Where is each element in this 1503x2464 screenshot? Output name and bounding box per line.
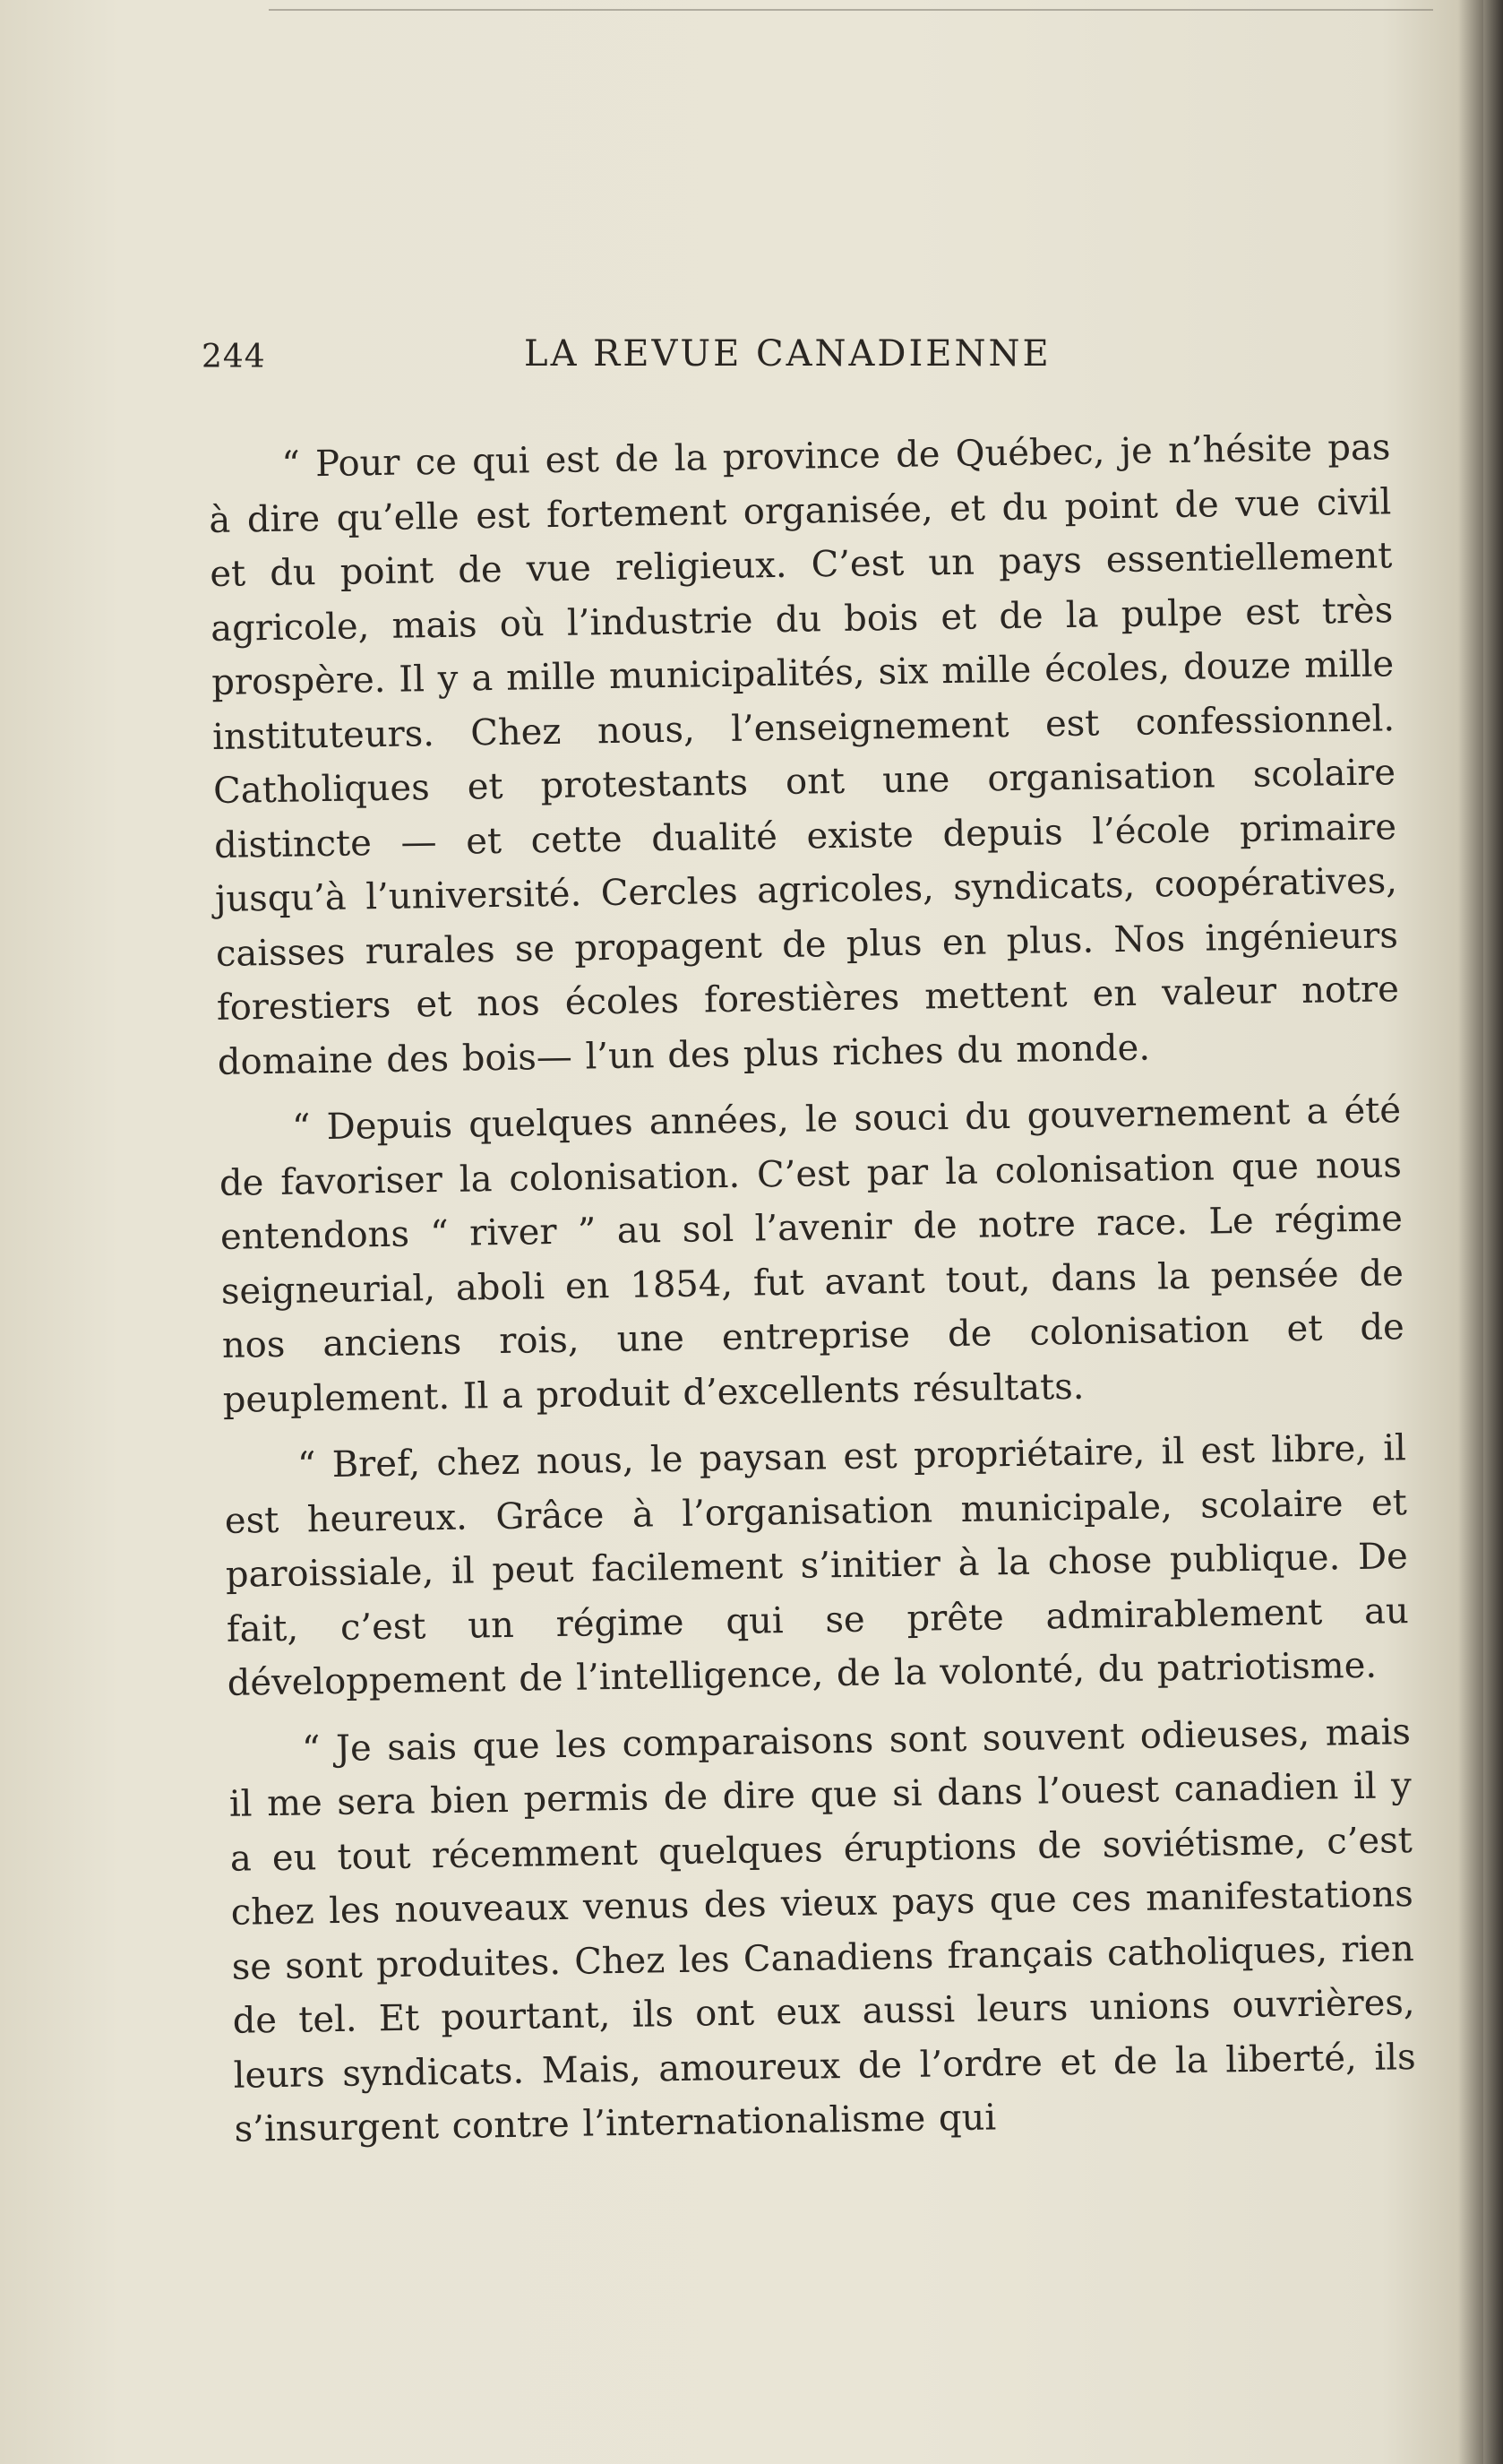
running-title: LA REVUE CANADIENNE xyxy=(524,333,1052,375)
paragraph-quebec-organisation: “ Pour ce qui est de la province de Québec, je n’hésite pas à dire qu’elle est fortement organisée, et du point de vue civil et du point de vue religieux. C’est un pays essentiellement agricole, mais où l’industrie du bois et de la pulpe est très prospère. Il y a mille municipalités, six mille écoles, douze mille instituteurs. Chez nous, l’enseignement est confessionnel. Catholiques et protestants ont une organisation scolaire distincte — et cette dualité existe depuis l’école primaire jusqu’à l’université. Cercles agricoles, syndicats, coopératives, caisses rurales se propagent de plus en plus. Nos ingénieurs forestiers et nos écoles forestières mettent en valeur notre domaine des bois— l’un des plus riches du monde. xyxy=(209,426,1400,1083)
page-header xyxy=(202,333,1402,387)
paragraph-comparaisons: “ Je sais que les comparaisons sont souvent odieuses, mais il me sera bien permis de dire que si dans l’ouest canadien il y a eu tout récemment quelques éruptions de soviétisme, c’est chez les nouveaux venus des vieux pays que ces manifestations se sont produites. Chez les Canadiens français catholiques, rien de tel. Et pourtant, ils ont eux aussi leurs unions ouvrières, leurs syndicats. Mais, amoureux de l’ordre et de la liberté, ils s’insurgent contre l’internationalisme qui xyxy=(228,1710,1416,2150)
paragraph-colonisation: “ Depuis quelques années, le souci du gouvernement a été de favoriser la colonisation. C’est par la colonisation que nous entendons “ river ” au sol l’avenir de notre race. Le régime seigneurial, aboli en 1854, fut avant tout, dans la pensée de nos anciens rois, une entreprise de colonisation et de peuplement. Il a produit d’excellents résultats. xyxy=(219,1090,1405,1421)
paragraph-paysan: “ Bref, chez nous, le paysan est propriétaire, il est libre, il est heureux. Grâce à l’organisation municipale, scolaire et paroissiale, il peut facilement s’initier à la chose publique. De fait, c’est un régime qui se prête admirablement au développement de l’intelligence, de la volonté, du patriotisme. xyxy=(224,1427,1410,1704)
page-number: 244 xyxy=(202,339,266,375)
body-text xyxy=(208,420,1417,2169)
page-top-edge xyxy=(269,9,1433,11)
book-binding-edge xyxy=(1483,0,1503,2464)
